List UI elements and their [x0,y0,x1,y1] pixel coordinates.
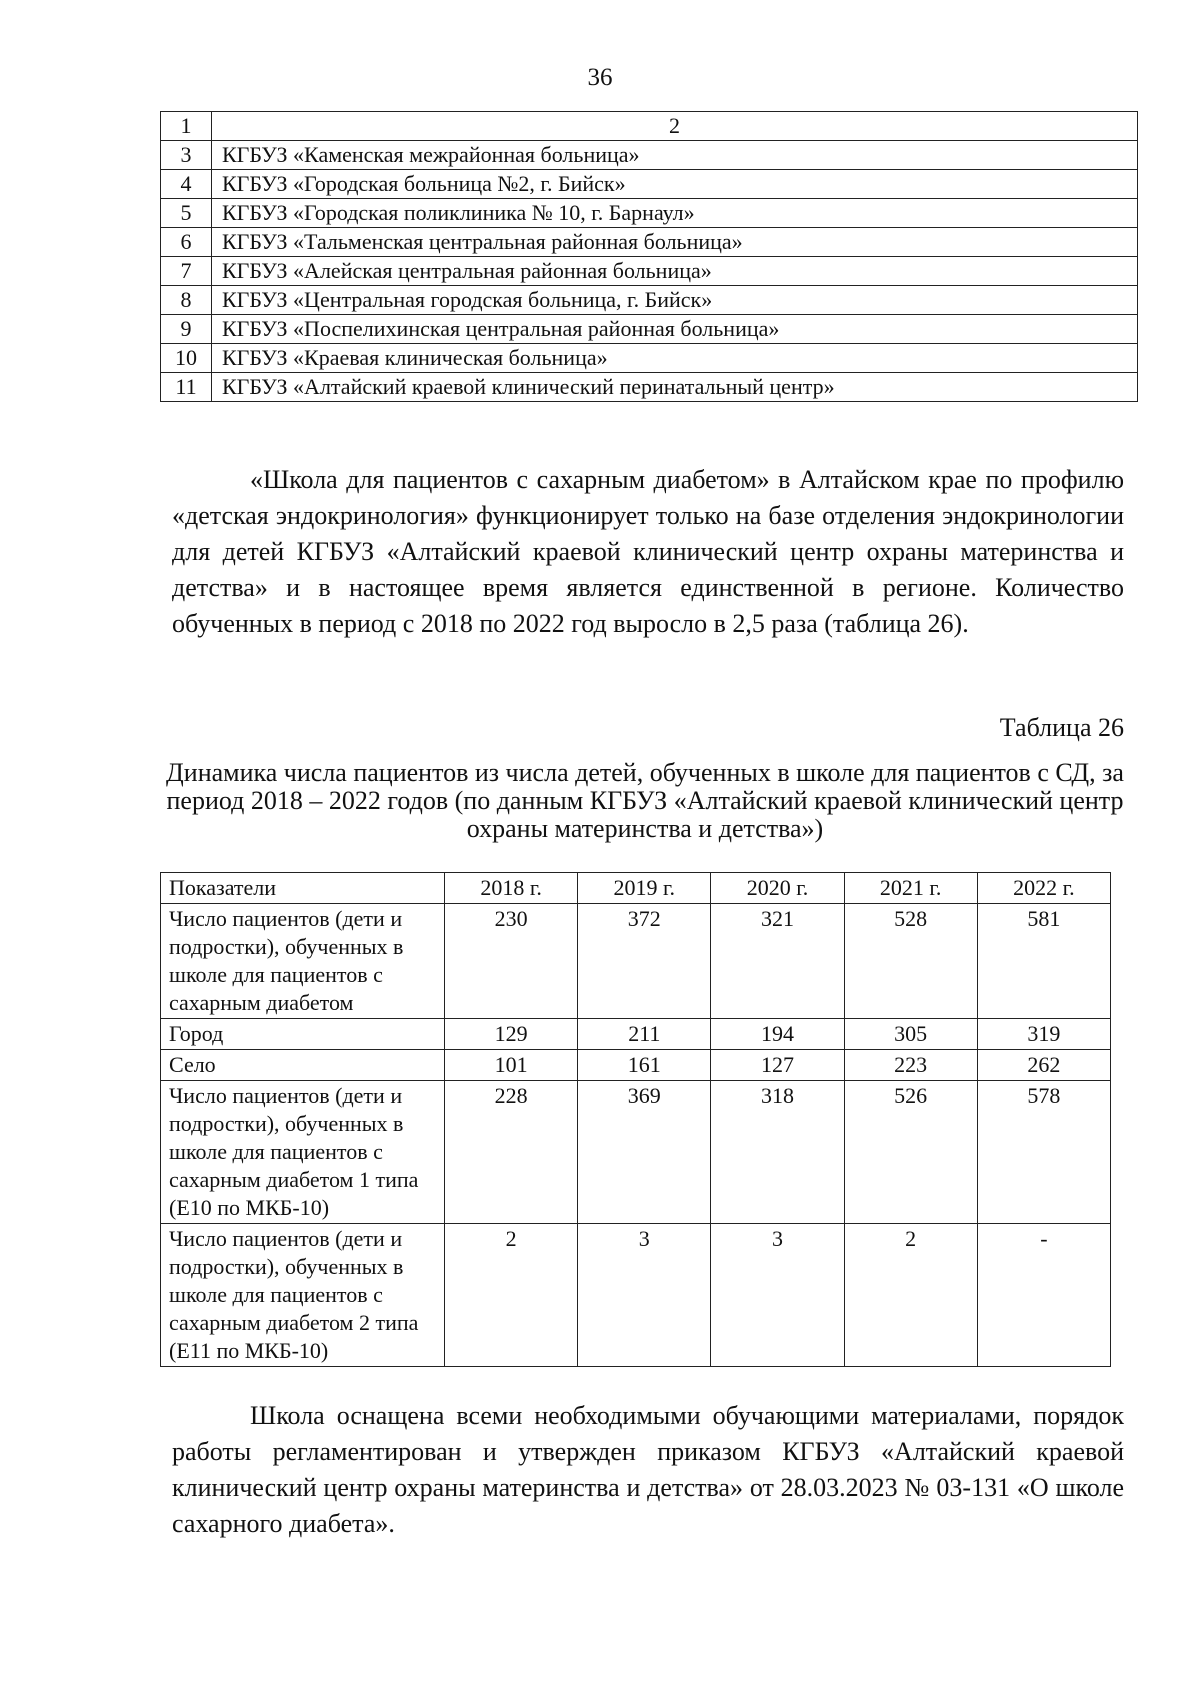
table-cell: 228 [445,1081,578,1224]
table-row [161,228,1138,257]
table-header-row [161,112,1138,141]
table-cell: 11 [161,373,212,402]
table-row [161,141,1138,170]
table-cell: КГБУЗ «Алтайский краевой клинический перинатальный центр» [212,373,1138,402]
table-cell: 211 [578,1019,711,1050]
table-cell: 5 [161,199,212,228]
table-header-cell: 2018 г. [445,873,578,904]
table-cell: КГБУЗ «Городская больница №2, г. Бийск» [212,170,1138,199]
table-caption: Динамика числа пациентов из числа детей, обученных в школе для пациентов с СД, за период 2018 – 2022 годов (по данным КГБУЗ «Алтайский краевой клинический центр охраны материнства и детства») [166,758,1124,843]
table-cell: 10 [161,344,212,373]
table-cell: КГБУЗ «Краевая клиническая больница» [212,344,1138,373]
table-cell: 127 [711,1050,844,1081]
table-cell: 318 [711,1081,844,1224]
page-number: 36 [587,64,613,91]
table-header-cell: 2019 г. [578,873,711,904]
table-cell: 161 [578,1050,711,1081]
table-cell: 101 [445,1050,578,1081]
row-label: Число пациентов (дети и подростки), обученных в школе для пациентов с сахарным диабетом 1 типа (Е10 по МКБ-10) [161,1081,445,1224]
table-cell: 2 [212,112,1138,141]
paragraph-text: Школа оснащена всеми необходимыми обучающими материалами, порядок работы регламентирован и утвержден приказом КГБУЗ «Алтайский краевой клинический центр охраны материнства и детства» от 28.03.2023 № 03-131 «О школе сахарного диабета». [172,1401,1124,1538]
table-cell: 369 [578,1081,711,1224]
body-paragraph [172,1398,1124,1542]
table-cell: 528 [844,904,977,1019]
table-row [161,199,1138,228]
paragraph-text: «Школа для пациентов с сахарным диабетом» в Алтайском крае по профилю «детская эндокринология» функционирует только на базе отделения эндокринологии для детей КГБУЗ «Алтайский краевой клинический центр охраны материнства и детства» и в настоящее время является единственной в регионе. Количество обученных в период с 2018 по 2022 год выросло в 2,5 раза (таблица 26). [172,465,1124,638]
row-label: Число пациентов (дети и подростки), обученных в школе для пациентов с сахарным диабетом [161,904,445,1019]
dynamics-table [160,872,1111,1367]
table-cell: 526 [844,1081,977,1224]
table-cell: КГБУЗ «Алейская центральная районная больница» [212,257,1138,286]
table-cell: 3 [578,1224,711,1367]
table-row [161,344,1138,373]
institutions-table [160,111,1138,402]
table-row [161,373,1138,402]
table-cell: 9 [161,315,212,344]
table-header-cell: 2020 г. [711,873,844,904]
table-row [161,1019,1111,1050]
table-row [161,904,1111,1019]
table-cell: 194 [711,1019,844,1050]
table-cell: 129 [445,1019,578,1050]
table-cell: 578 [977,1081,1110,1224]
row-label: Город [161,1019,445,1050]
table-row [161,1050,1111,1081]
table-row [161,315,1138,344]
table-row [161,1224,1111,1367]
table-cell: 305 [844,1019,977,1050]
table-cell: 2 [445,1224,578,1367]
table-number-label: Таблица 26 [999,713,1124,742]
body-paragraph [172,462,1124,642]
table-row [161,257,1138,286]
table-cell: 581 [977,904,1110,1019]
table-header-cell: 2022 г. [977,873,1110,904]
table-cell: 319 [977,1019,1110,1050]
table-cell: 2 [844,1224,977,1367]
table-cell: КГБУЗ «Каменская межрайонная больница» [212,141,1138,170]
table-cell: - [977,1224,1110,1367]
table-cell: 4 [161,170,212,199]
table-header-cell: Показатели [161,873,445,904]
table-header-row [161,873,1111,904]
table-cell: 3 [161,141,212,170]
row-label: Село [161,1050,445,1081]
table-header-cell: 2021 г. [844,873,977,904]
table-cell: 372 [578,904,711,1019]
table-cell: КГБУЗ «Городская поликлиника № 10, г. Барнаул» [212,199,1138,228]
table-cell: 223 [844,1050,977,1081]
table-cell: 6 [161,228,212,257]
table-cell: КГБУЗ «Поспелихинская центральная районная больница» [212,315,1138,344]
table-cell: 7 [161,257,212,286]
table-cell: 8 [161,286,212,315]
table-cell: 262 [977,1050,1110,1081]
table-cell: 230 [445,904,578,1019]
table-row [161,170,1138,199]
table-row [161,286,1138,315]
table-cell: 3 [711,1224,844,1367]
table-cell: 321 [711,904,844,1019]
table-row [161,1081,1111,1224]
table-cell: 1 [161,112,212,141]
row-label: Число пациентов (дети и подростки), обученных в школе для пациентов с сахарным диабетом 2 типа (Е11 по МКБ-10) [161,1224,445,1367]
table-cell: КГБУЗ «Тальменская центральная районная больница» [212,228,1138,257]
table-cell: КГБУЗ «Центральная городская больница, г. Бийск» [212,286,1138,315]
